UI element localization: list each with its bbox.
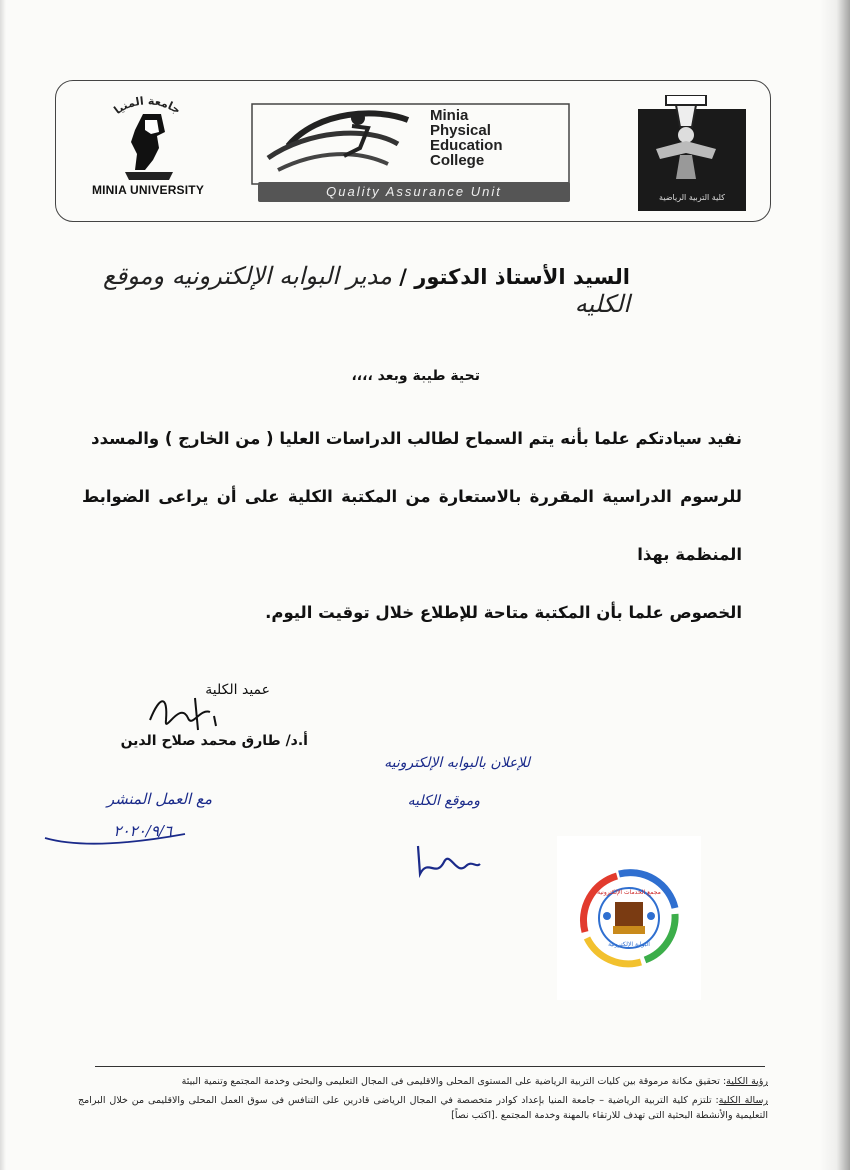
left-note-flourish (40, 820, 190, 850)
college-name-english (430, 108, 570, 168)
addressee-handwritten: مدير البوابه الإلكترونيه وموقع الكليه (102, 262, 630, 318)
approval-signature (410, 836, 490, 886)
addressee-line (70, 262, 630, 318)
greeting: تحية طيبة وبعد ،،،، (351, 368, 480, 384)
college-name-line: Physical (430, 122, 491, 139)
college-name-line: Education (430, 137, 503, 154)
body-line: للرسوم الدراسية المقررة بالاستعارة من المكتبة الكلية على أن يراعى الضوابط المنظمة بهذا (82, 487, 742, 564)
note-right-line2: وموقع الكليه (407, 793, 480, 809)
college-logo-caption: كلية التربية الرياضية (659, 193, 725, 202)
scan-right-edge (820, 0, 850, 1170)
portal-logo-top-text: مجمع الخدمات الإلكترونية (597, 889, 661, 896)
note-left-date: ٢٠٢٠/٩/٦ (113, 822, 172, 840)
vision-text: : تحقيق مكانة مرموقة بين كليات التربية الرياضية على المستوى المحلى والاقليمى فى المجال التعليمى والبحثى وخدمة المجتمع وتنمية البيئة (181, 1076, 727, 1087)
quality-assurance-unit-banner: Quality Assurance Unit (258, 182, 570, 202)
mission-label: رسالة الكلية (718, 1095, 768, 1106)
note-right-line1: للإعلان بالبوابه الإلكترونيه (384, 755, 530, 771)
vision-statement (78, 1074, 768, 1089)
mission-text: : تلتزم كلية التربية الرياضية – جامعة المنيا بإعداد كوادر متخصصة في المجال الرياضى قادرين على التنافس فى سوق العمل المحلى والاقليمى من خلال البرامج التعليمية والأنشطة البحثية التى تهدف للارتقاء بالمهنة وخدمة المجتمع .[اكتب نصاً] (78, 1095, 768, 1121)
body-line: نفيد سيادتكم علما بأنه يتم السماح لطالب الدراسات العليا ( من الخارج ) والمسدد (91, 429, 742, 448)
svg-text:جامعة المنيا (111, 94, 183, 117)
mission-statement (78, 1093, 768, 1123)
scan-left-edge (0, 0, 6, 1170)
minia-university-caption: MINIA UNIVERSITY (91, 183, 205, 197)
footer-text (78, 1074, 768, 1123)
letter-body (82, 410, 742, 642)
addressee-printed: السيد الأستاذ الدكتور / (399, 265, 630, 289)
footer-divider (95, 1066, 765, 1067)
portal-logo-box (557, 836, 701, 1000)
college-name-line: Minia (430, 107, 469, 124)
portal-logo-bottom-text: البوابة الإلكترونية (608, 941, 650, 948)
e-portal-logo (557, 836, 701, 1000)
dean-name: أ.د/ طارق محمد صلاح الدين (120, 733, 308, 749)
dean-title: عميد الكلية (205, 682, 270, 698)
handwritten-note-right (300, 755, 530, 809)
college-name-line: College (430, 152, 485, 169)
vision-label: رؤية الكلية (726, 1076, 768, 1087)
body-line: الخصوص علما بأن المكتبة متاحة للإطلاع خلال توقيت اليوم. (265, 603, 742, 622)
minia-arc-text: جامعة المنيا (111, 94, 184, 117)
note-left-line1: مع العمل المنشر (106, 790, 212, 808)
